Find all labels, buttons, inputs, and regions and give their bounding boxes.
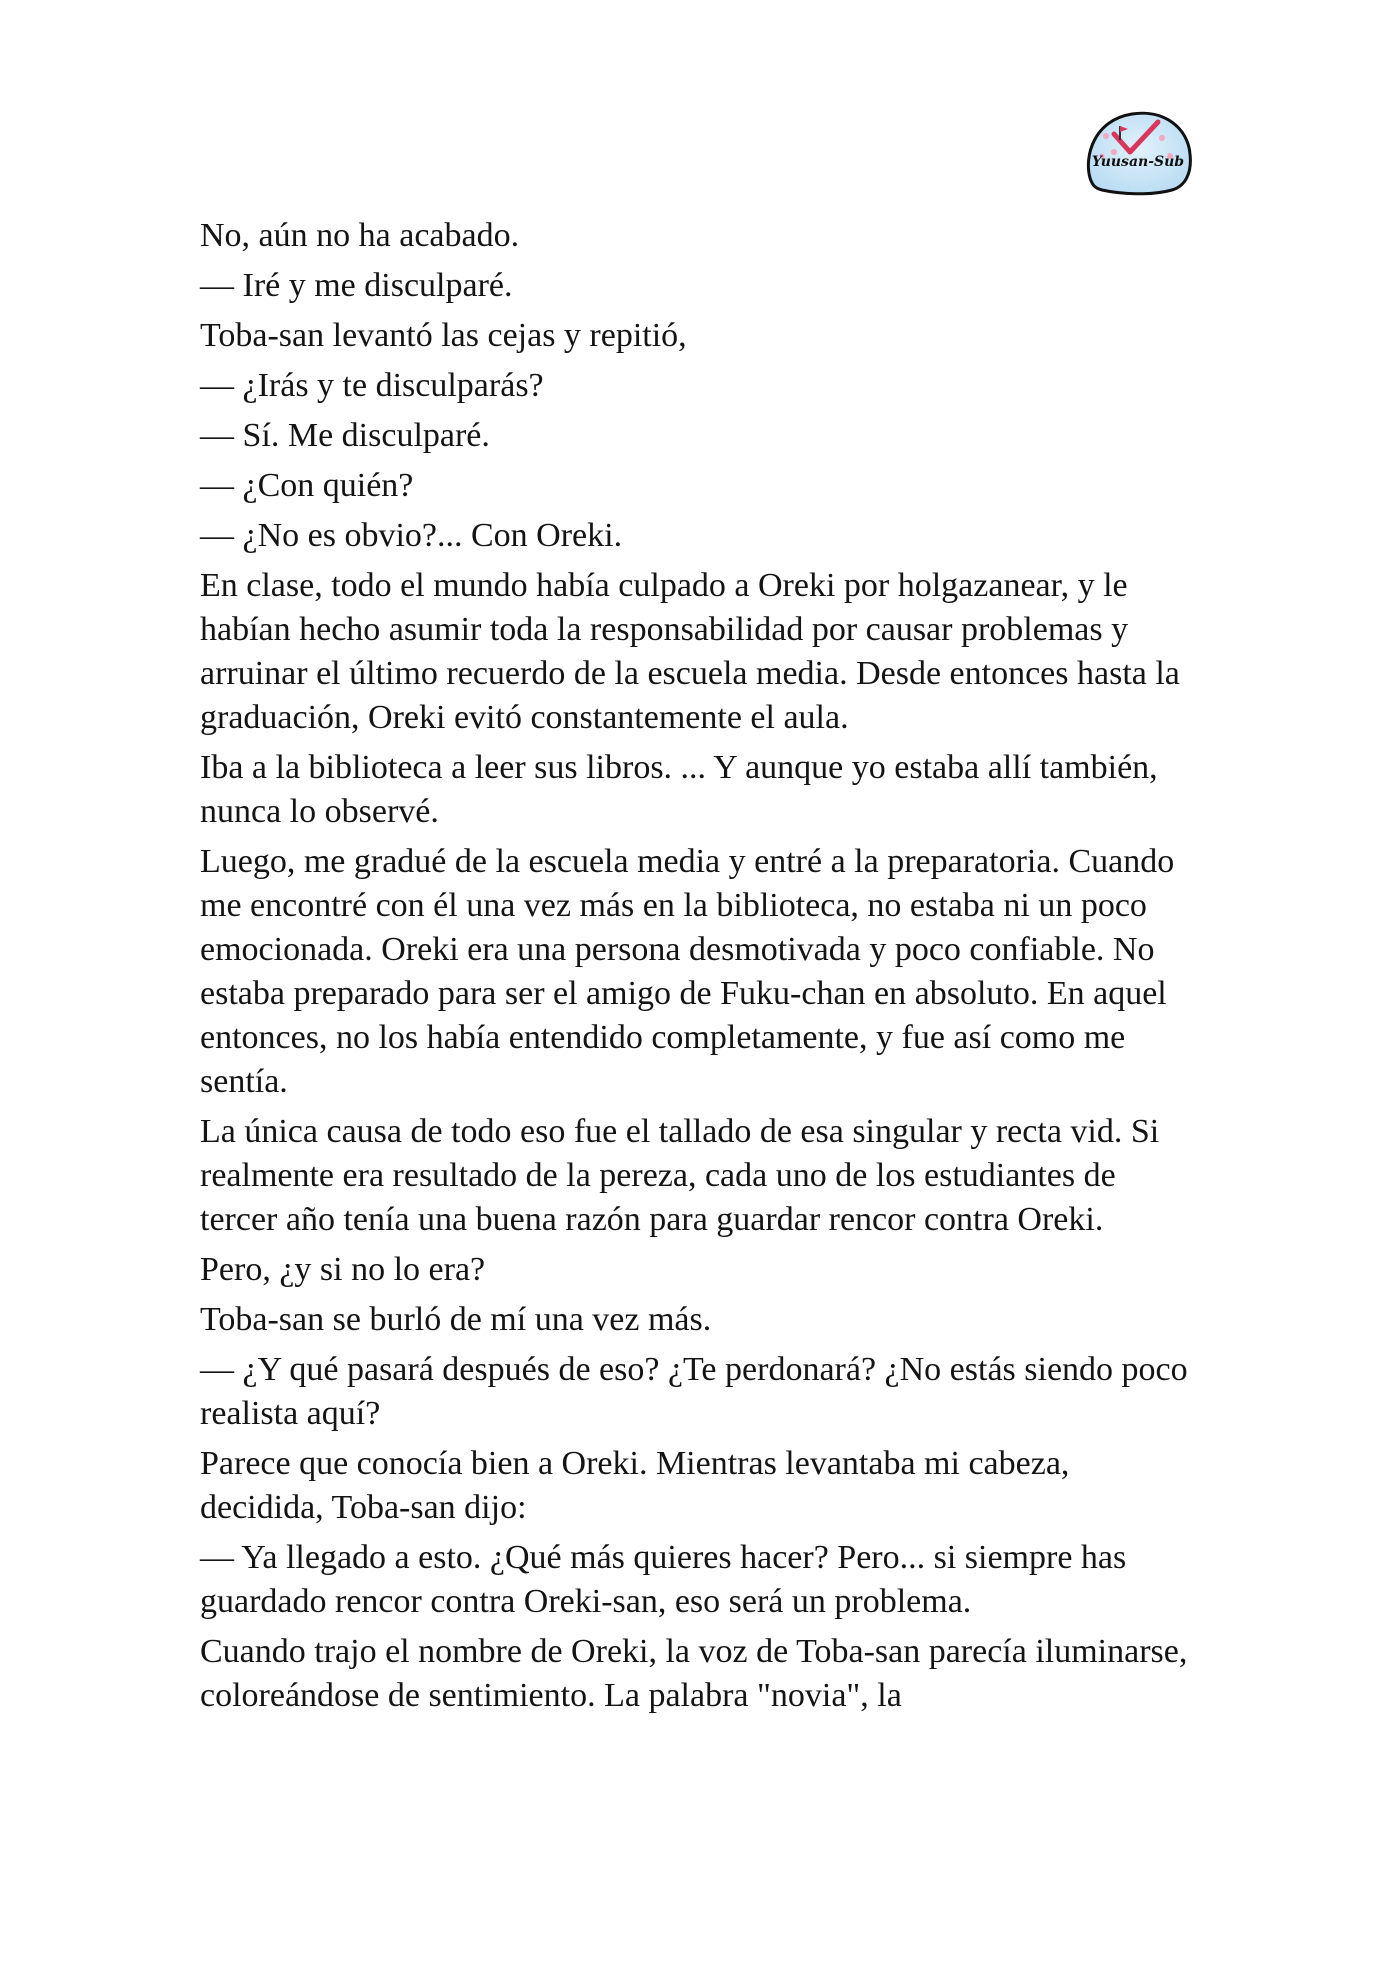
- dialogue-line: — Iré y me disculparé.: [200, 267, 513, 304]
- paragraph: No, aún no ha acabado.: [200, 217, 520, 254]
- paragraph: Pero, ¿y si no lo era?: [200, 1251, 486, 1288]
- logo-emblem-icon: [1080, 106, 1196, 198]
- paragraph: Luego, me gradué de la escuela media y entré a la preparatoria. Cuando me encontré con él una vez más en la biblioteca, no estaba ni un poco emocionada. Oreki era una persona desmotivada y poco confiable. No estaba preparado para ser el amigo de Fuku-chan en absoluto. En aquel entonces, no los había entendido completamente, y fue así como me sentía.: [200, 843, 1175, 1100]
- paragraph: Parece que conocía bien a Oreki. Mientras levantaba mi cabeza, decidida, Toba-san dijo:: [200, 1445, 1070, 1526]
- paragraph: En clase, todo el mundo había culpado a Oreki por holgazanear, y le habían hecho asumir toda la responsabilidad por causar problemas y arruinar el último recuerdo de la escuela media. Desde entonces hasta la graduación, Oreki evitó constantemente el aula.: [200, 567, 1180, 736]
- dialogue-line: — ¿Con quién?: [200, 467, 414, 504]
- document-body: [200, 214, 1200, 1724]
- paragraph: Cuando trajo el nombre de Oreki, la voz de Toba-san parecía iluminarse, coloreándose de sentimiento. La palabra "novia", la: [200, 1633, 1188, 1714]
- logo-text: Yuusan-Sub: [1091, 154, 1185, 170]
- dialogue-line: — ¿Y qué pasará después de eso? ¿Te perdonará? ¿No estás siendo poco realista aquí?: [200, 1351, 1188, 1432]
- dialogue-line: — ¿No es obvio?... Con Oreki.: [200, 517, 623, 554]
- dialogue-line: — Sí. Me disculparé.: [200, 417, 490, 454]
- paragraph: Iba a la biblioteca a leer sus libros. ... Y aunque yo estaba allí también, nunca lo observé.: [200, 749, 1158, 830]
- paragraph: La única causa de todo eso fue el tallado de esa singular y recta vid. Si realmente era resultado de la pereza, cada uno de los estudiantes de tercer año tenía una buena razón para guardar rencor contra Oreki.: [200, 1113, 1160, 1238]
- dialogue-line: — Ya llegado a esto. ¿Qué más quieres hacer? Pero... si siempre has guardado rencor contra Oreki-san, eso será un problema.: [200, 1539, 1127, 1620]
- yuusan-sub-logo: [1080, 106, 1196, 198]
- paragraph: Toba-san se burló de mí una vez más.: [200, 1301, 712, 1338]
- paragraph: Toba-san levantó las cejas y repitió,: [200, 317, 687, 354]
- dialogue-line: — ¿Irás y te disculparás?: [200, 367, 544, 404]
